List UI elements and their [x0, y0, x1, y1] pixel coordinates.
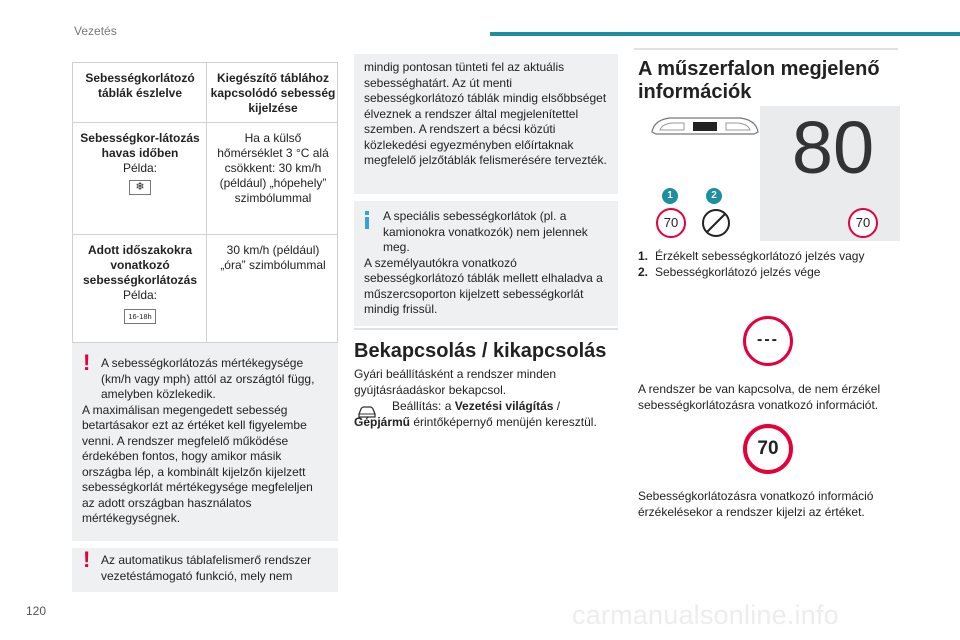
- legend: [638, 248, 888, 280]
- no-info-sign: ---: [743, 316, 793, 366]
- no-info-text: A rendszer be van kapcsolva, de nem érzékel sebességkorlátozásra vonatkozó információt.: [638, 382, 881, 412]
- activation-setting: Beállítás: a Vezetési világítás / Gépjármű érintőképernyő menüjén keresztül.: [354, 399, 597, 429]
- warning-note-units: ! A sebességkorlátozás mértékegysége (km/h vagy mph) attól az országtól függ, amelyben közlekedik. A maximálisan megengedett sebesség betartásakor ezt az értéket kell figyelembe venni. A rendszer megfelelő működése érdekében fontos, hogy amikor másik országba lép, a kombinált kijelzőn kijelzett sebességkorlát mértékegysége megfeleljen az adott országban használatos mértékegységnek.: [72, 343, 338, 541]
- speed-limit-sign: 70: [656, 208, 686, 238]
- divider: [354, 328, 618, 330]
- legend-item: 1. Érzékelt sebességkorlátozó jelzés vagy: [638, 249, 865, 263]
- page-number: 120: [26, 604, 47, 618]
- warning-icon: !: [83, 547, 91, 572]
- table-header-detected: Sebességkorlátozó táblák észlelve: [85, 71, 195, 100]
- time-sign-icon: 16-18h: [124, 309, 156, 324]
- table-cell-description: Ha a külső hőmérséklet 3 °C alá csökkent: 30 km/h (például) „hópehely” szimbólummal: [217, 131, 329, 205]
- cluster-display-panel: [760, 106, 900, 241]
- table-header-display: Kiegészítő táblához kapcsolódó sebesség kijelzése: [210, 71, 336, 115]
- info-icon: [365, 211, 369, 229]
- snowflake-sign-icon: ❄: [129, 180, 151, 195]
- watermark: carmanualsonline.info: [572, 600, 839, 630]
- sign-table: [72, 62, 338, 343]
- warning-icon: !: [83, 350, 91, 375]
- current-speed-limit: 80: [791, 106, 875, 189]
- header-accent-bar: [490, 32, 960, 36]
- detected-text: Sebességkorlátozásra vonatkozó információ érzékelésekor a rendszer kijelzi az értéket.: [638, 489, 874, 519]
- table-cell-description: 30 km/h (például) „óra” szimbólummal: [220, 243, 326, 272]
- info-note: A speciális sebességkorlátok (pl. a kamionokra vonatkozók) nem jelennek meg. A személyautókra vonatkozó sebességkorlátozó táblák mellett elhaladva a műszercsoporton kijelzett sebességkorlát mindig frissül.: [354, 201, 618, 326]
- speed-limit-sign: 70: [848, 208, 878, 238]
- speed-limit-70-sign: 70: [743, 424, 793, 474]
- activation-heading: Bekapcsolás / kikapcsolás: [354, 340, 607, 362]
- instrument-cluster-illustration: [650, 112, 760, 242]
- legend-item: 2. Sebességkorlátozó jelzés vége: [638, 265, 821, 279]
- divider: [634, 48, 898, 50]
- table-row: Sebességkor-látozás havas időben Példa: ❄: [80, 131, 200, 193]
- table-row: Adott időszakokra vonatkozó sebességkorlátozás Példa: 16-18h: [77, 243, 203, 324]
- callout-1-icon: 1: [662, 188, 678, 204]
- warning-note-auto: ! Az automatikus táblafelismerő rendszer vezetéstámogató funkció, mely nem: [72, 548, 338, 592]
- end-of-limit-sign-icon: [701, 208, 731, 238]
- display-heading: A műszerfalon megjelenő információk: [638, 58, 880, 103]
- callout-2-icon: 2: [706, 188, 722, 204]
- section-title: Vezetés: [74, 24, 117, 38]
- activation-text: Gyári beállításként a rendszer minden gyújtásráadáskor bekapcsol.: [354, 367, 557, 397]
- warning-note-auto-continued: mindig pontosan tünteti fel az aktuális sebességhatárt. Az út menti sebességkorlátozó táblák mindig elsőbbséget élveznek a rendszer által megjelenítettel szemben. A rendszert a bécsi közúti közlekedési egyezményben előírtaknak megfelelő jelzőtáblák felismerésére tervezték.: [354, 54, 618, 194]
